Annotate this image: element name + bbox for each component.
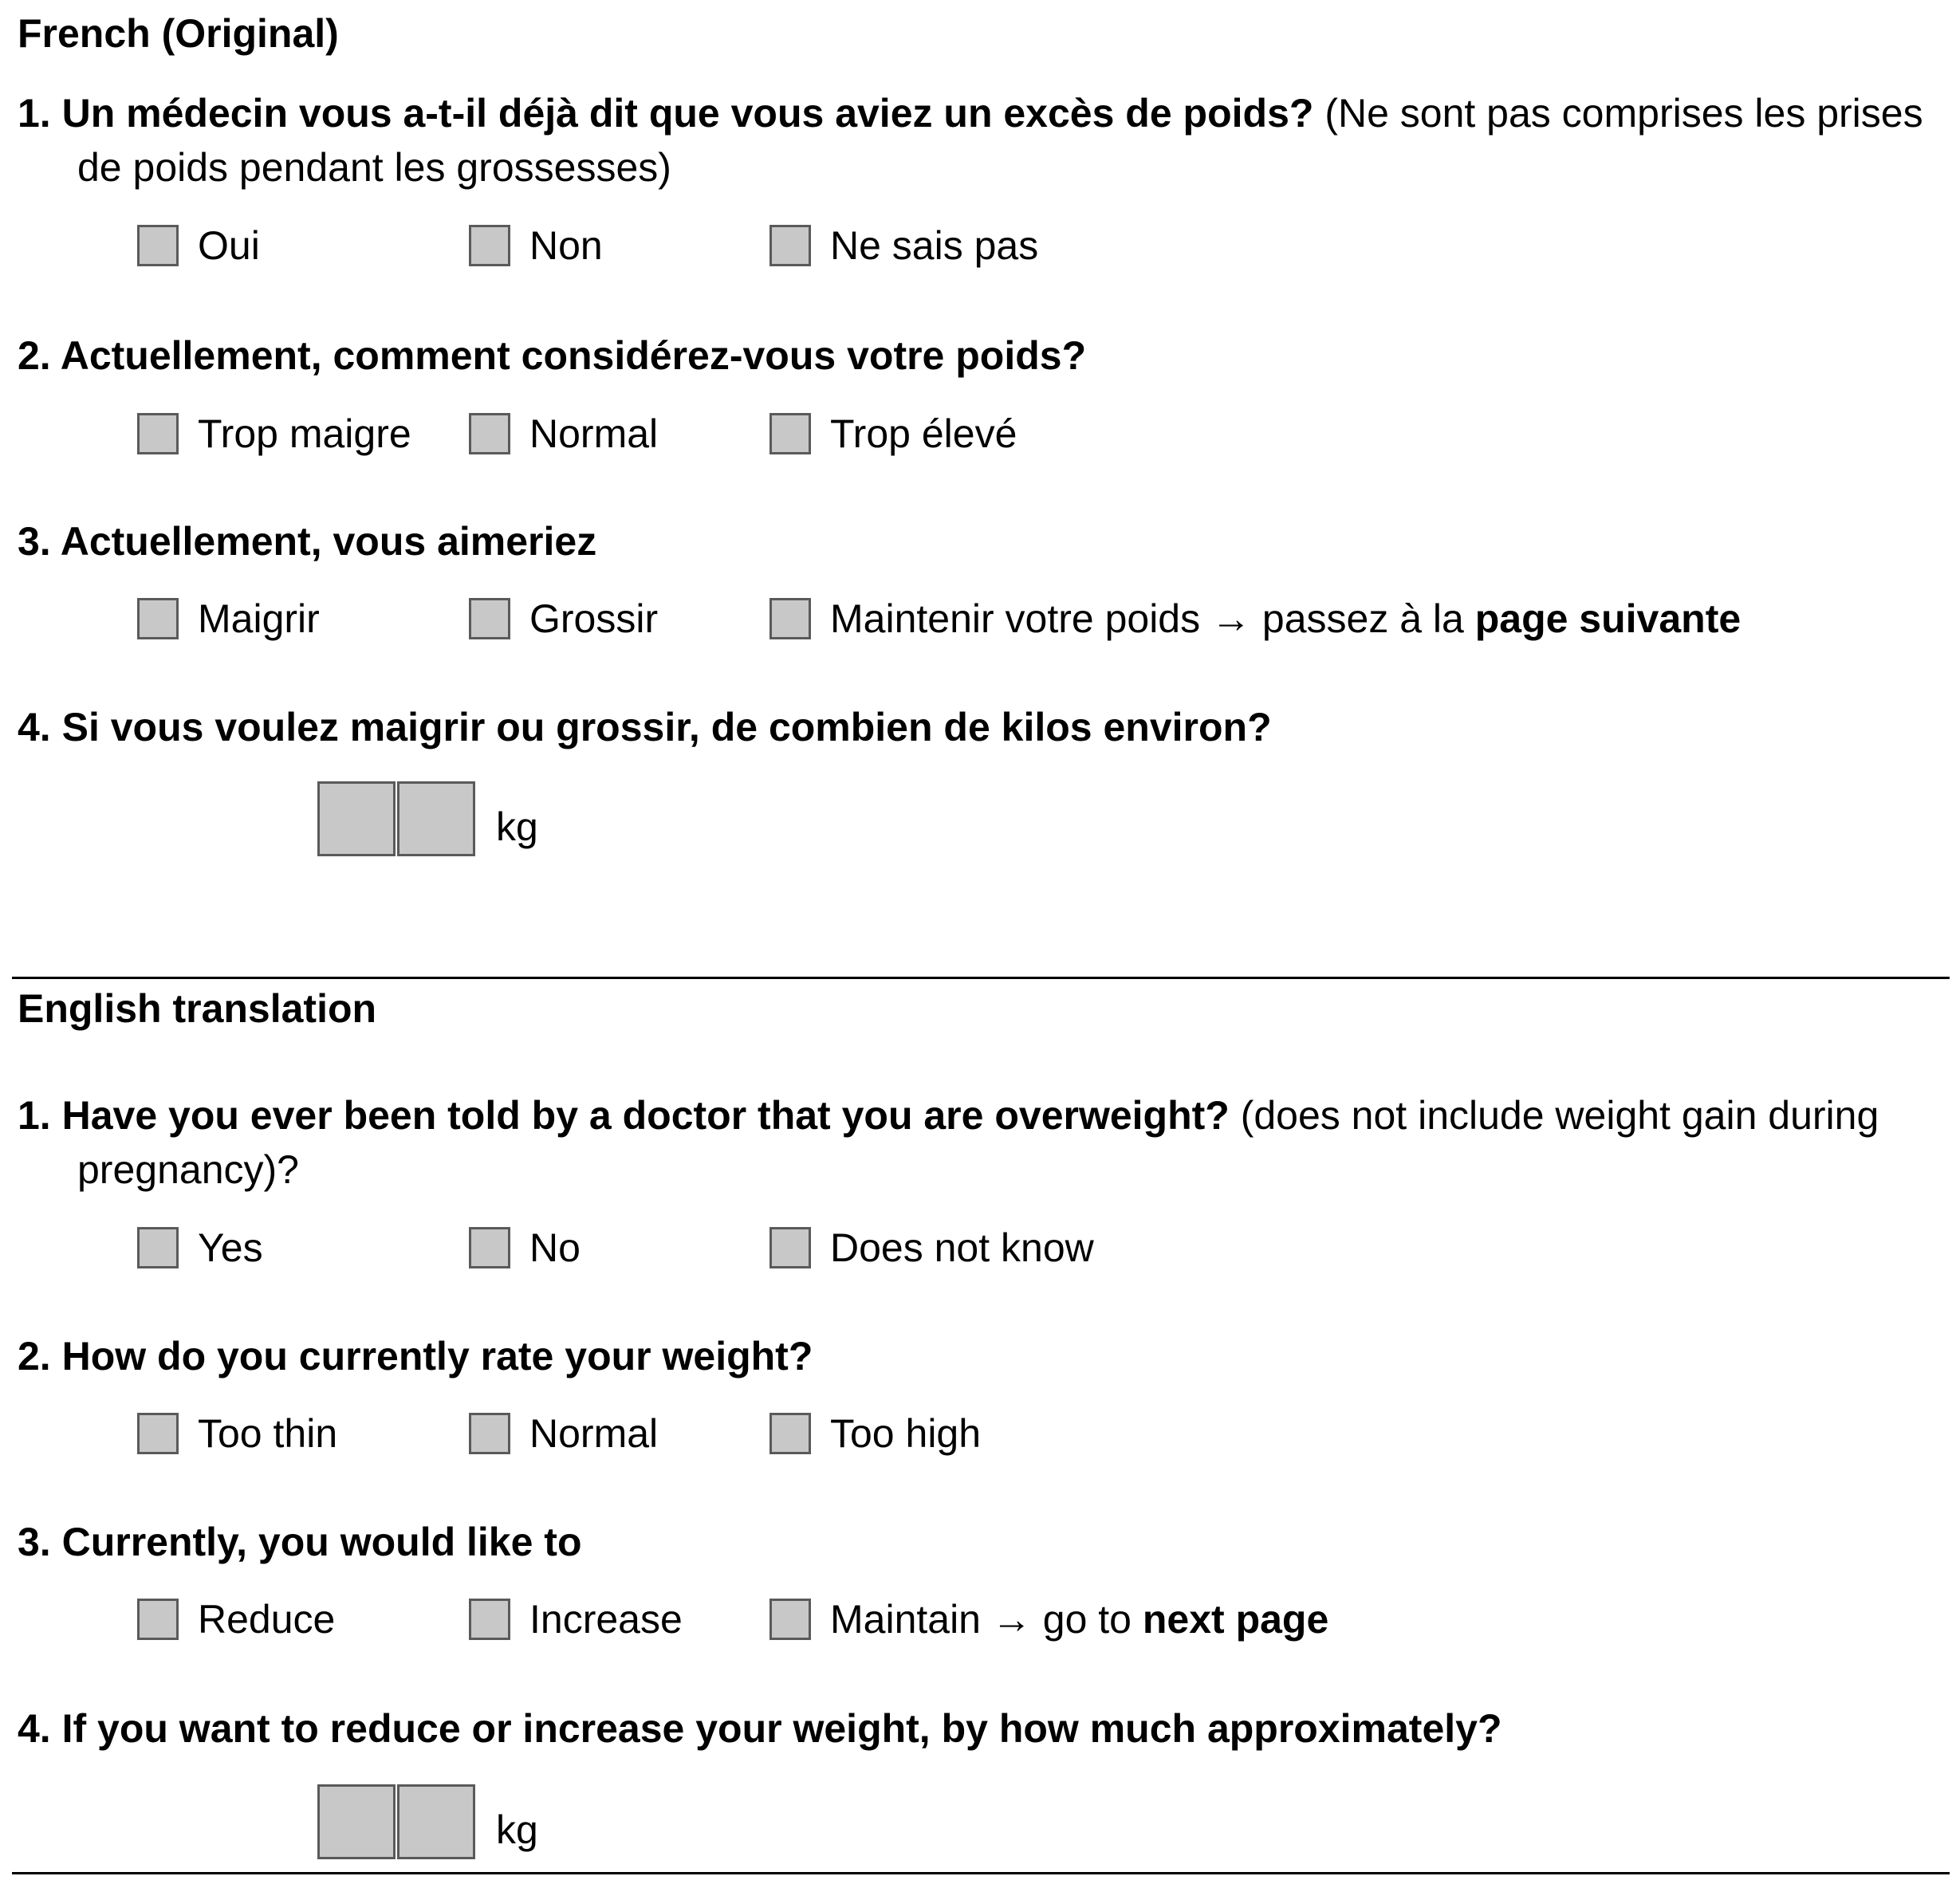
digit-box-1[interactable] <box>317 1784 396 1859</box>
option-label: Too thin <box>198 1411 338 1456</box>
en-q1-note: (does not include weight gain during pregnancy)? <box>77 1093 1879 1192</box>
option-label: Maigrir <box>198 596 320 641</box>
option-text: Maintain → go to <box>830 1597 1143 1642</box>
en-q4-kg-input <box>317 1784 538 1859</box>
option-label: Normal <box>529 1411 659 1456</box>
en-question-4 <box>18 1701 1931 1756</box>
fr-q1-option-non[interactable] <box>469 222 603 269</box>
checkbox[interactable] <box>769 598 811 639</box>
checkbox[interactable] <box>137 1599 179 1640</box>
digit-box-2[interactable] <box>397 1784 475 1859</box>
digit-box-2[interactable] <box>397 781 475 856</box>
option-text: Maintenir votre poids → passez à la <box>830 596 1475 641</box>
en-q4-label: 4. If you want to reduce or increase your weight, by how much approximately? <box>18 1706 1502 1751</box>
next-page-link-text: next page <box>1142 1597 1329 1642</box>
fr-q3-option-maigrir[interactable] <box>137 595 320 643</box>
en-question-2 <box>18 1329 1931 1383</box>
option-label: Does not know <box>830 1225 1094 1270</box>
en-q2-label: 2. How do you currently rate your weight? <box>18 1334 813 1379</box>
en-q3-option-maintain[interactable] <box>769 1595 1328 1643</box>
option-label: Trop maigre <box>198 411 411 456</box>
option-label: Oui <box>198 223 260 268</box>
option-label: Grossir <box>529 596 659 641</box>
checkbox[interactable] <box>769 413 811 454</box>
en-question-1 <box>18 1088 1931 1197</box>
option-label <box>830 1596 1328 1642</box>
fr-q3-option-maintenir[interactable] <box>769 595 1741 643</box>
fr-q2-option-trop-eleve[interactable] <box>769 410 1017 458</box>
option-label: Reduce <box>198 1597 336 1642</box>
checkbox[interactable] <box>469 225 510 266</box>
option-label: Non <box>529 223 603 268</box>
checkbox[interactable] <box>469 598 510 639</box>
english-heading: English translation <box>18 986 377 1031</box>
checkbox[interactable] <box>137 598 179 639</box>
en-q2-option-normal[interactable] <box>469 1410 658 1457</box>
checkbox[interactable] <box>137 413 179 454</box>
option-label: Increase <box>529 1597 683 1642</box>
option-label <box>830 596 1741 642</box>
fr-q2-option-normal[interactable] <box>469 410 658 458</box>
option-label: Ne sais pas <box>830 223 1039 268</box>
fr-question-4 <box>18 700 1931 754</box>
checkbox[interactable] <box>469 413 510 454</box>
bottom-divider <box>12 1872 1950 1874</box>
section-divider <box>12 977 1950 979</box>
option-label: Trop élevé <box>830 411 1017 456</box>
checkbox[interactable] <box>137 225 179 266</box>
en-q1-option-no[interactable] <box>469 1224 581 1272</box>
unit-label: kg <box>496 804 538 849</box>
french-heading: French (Original) <box>18 11 339 56</box>
checkbox[interactable] <box>769 225 811 266</box>
checkbox[interactable] <box>469 1413 510 1454</box>
fr-q1-option-ne-sais-pas[interactable] <box>769 222 1038 269</box>
en-q3-option-increase[interactable] <box>469 1595 683 1643</box>
checkbox[interactable] <box>469 1599 510 1640</box>
en-question-3 <box>18 1515 1931 1569</box>
checkbox[interactable] <box>137 1413 179 1454</box>
fr-q3-option-grossir[interactable] <box>469 595 658 643</box>
checkbox[interactable] <box>137 1227 179 1268</box>
checkbox[interactable] <box>769 1227 811 1268</box>
en-q3-label: 3. Currently, you would like to <box>18 1520 582 1564</box>
checkbox[interactable] <box>769 1599 811 1640</box>
digit-box-1[interactable] <box>317 781 396 856</box>
unit-label: kg <box>496 1807 538 1852</box>
fr-q4-kg-input <box>317 781 538 856</box>
fr-q1-option-oui[interactable] <box>137 222 260 269</box>
fr-question-1 <box>18 86 1931 195</box>
en-q1-label: 1. Have you ever been told by a doctor that you are overweight? <box>18 1093 1230 1138</box>
en-q1-option-yes[interactable] <box>137 1224 263 1272</box>
option-label: Normal <box>529 411 659 456</box>
fr-q1-note: (Ne sont pas comprises les prises de poids pendant les grossesses) <box>77 91 1923 190</box>
fr-q2-label: 2. Actuellement, comment considérez-vous votre poids? <box>18 333 1087 378</box>
checkbox[interactable] <box>769 1413 811 1454</box>
fr-q4-label: 4. Si vous voulez maigrir ou grossir, de combien de kilos environ? <box>18 705 1272 749</box>
next-page-link-text: page suivante <box>1474 596 1742 641</box>
option-label: No <box>529 1225 581 1270</box>
fr-question-2 <box>18 328 1931 383</box>
en-q3-option-reduce[interactable] <box>137 1595 335 1643</box>
option-label: Too high <box>830 1411 982 1456</box>
en-q1-option-does-not-know[interactable] <box>769 1224 1094 1272</box>
option-label: Yes <box>198 1225 263 1270</box>
fr-q2-option-trop-maigre[interactable] <box>137 410 411 458</box>
en-q2-option-too-thin[interactable] <box>137 1410 337 1457</box>
fr-q3-label: 3. Actuellement, vous aimeriez <box>18 519 597 564</box>
fr-question-3 <box>18 514 1931 568</box>
en-q2-option-too-high[interactable] <box>769 1410 981 1457</box>
fr-q1-label: 1. Un médecin vous a-t-il déjà dit que vous aviez un excès de poids? <box>18 91 1314 136</box>
checkbox[interactable] <box>469 1227 510 1268</box>
